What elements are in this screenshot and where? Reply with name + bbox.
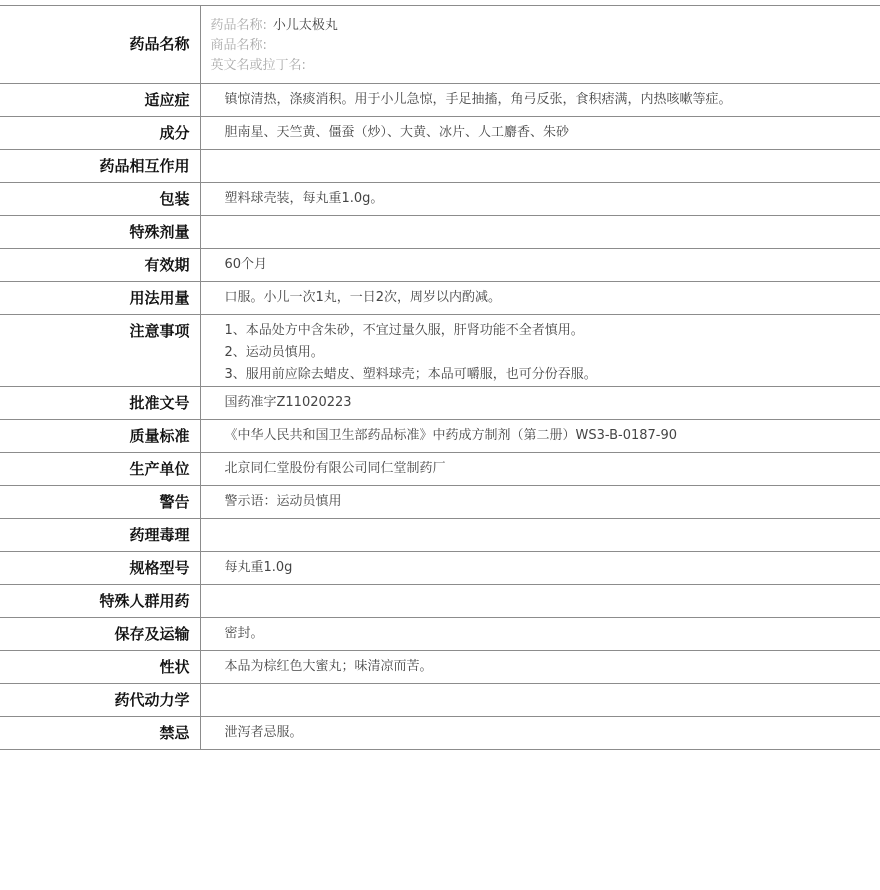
row-interactions [0,150,880,183]
label-special-population: 特殊人群用药 [0,585,200,618]
label-shelf-life: 有效期 [0,249,200,282]
value-quality-standard: 《中华人民共和国卫生部药品标准》中药成方制剂（第二册）WS3-B-0187-90 [200,420,880,453]
english-name-line [211,56,880,76]
trade-name-key: 商品名称: [210,38,267,53]
value-storage: 密封。 [200,618,880,651]
label-pharmacokinetics: 药代动力学 [0,684,200,717]
trade-name-line [211,36,880,56]
label-special-dosage: 特殊剂量 [0,216,200,249]
precaution-line: 2、运动员慎用。 [224,345,324,360]
value-toxicology [200,519,880,552]
row-specification [0,552,880,585]
label-indications: 适应症 [0,84,200,117]
label-warning: 警告 [0,486,200,519]
value-packaging: 塑料球壳装，每丸重1.0g。 [200,183,880,216]
value-precautions [200,315,880,387]
row-quality-standard [0,420,880,453]
drug-name-value: 小儿太极丸 [272,18,338,33]
drug-name-line [211,16,880,36]
label-precautions: 注意事项 [0,315,200,387]
value-drug-name-block [200,6,880,84]
value-manufacturer: 北京同仁堂股份有限公司同仁堂制药厂 [200,453,880,486]
label-drug-name: 药品名称 [0,6,200,84]
value-indications: 镇惊清热，涤痰消积。用于小儿急惊，手足抽搐，角弓反张，食积痞满，内热咳嗽等症。 [200,84,880,117]
value-ingredients: 胆南星、天竺黄、僵蚕（炒）、大黄、冰片、人工麝香、朱砂 [200,117,880,150]
row-storage [0,618,880,651]
row-appearance [0,651,880,684]
label-approval-no: 批准文号 [0,387,200,420]
drug-info-table [0,5,880,750]
row-usage [0,282,880,315]
value-specification: 每丸重1.0g [200,552,880,585]
label-specification: 规格型号 [0,552,200,585]
row-precautions [0,315,880,387]
row-special-dosage [0,216,880,249]
label-storage: 保存及运输 [0,618,200,651]
drug-name-key: 药品名称: [210,18,267,33]
label-usage: 用法用量 [0,282,200,315]
value-interactions [200,150,880,183]
precaution-line: 1、本品处方中含朱砂，不宜过量久服，肝肾功能不全者慎用。 [224,323,584,338]
row-contraindications [0,717,880,750]
row-warning [0,486,880,519]
row-pharmacokinetics [0,684,880,717]
label-appearance: 性状 [0,651,200,684]
value-pharmacokinetics [200,684,880,717]
row-toxicology [0,519,880,552]
row-indications [0,84,880,117]
value-appearance: 本品为棕红色大蜜丸；味清凉而苦。 [200,651,880,684]
row-drug-name [0,6,880,84]
label-toxicology: 药理毒理 [0,519,200,552]
value-approval-no: 国药准字Z11020223 [200,387,880,420]
row-shelf-life [0,249,880,282]
drug-info-panel [0,5,880,750]
label-interactions: 药品相互作用 [0,150,200,183]
value-shelf-life: 60个月 [200,249,880,282]
row-ingredients [0,117,880,150]
row-manufacturer [0,453,880,486]
value-contraindications: 泄泻者忌服。 [200,717,880,750]
label-contraindications: 禁忌 [0,717,200,750]
label-manufacturer: 生产单位 [0,453,200,486]
row-packaging [0,183,880,216]
value-special-population [200,585,880,618]
label-packaging: 包装 [0,183,200,216]
row-approval-no [0,387,880,420]
english-name-key: 英文名或拉丁名: [210,58,306,73]
precaution-line: 3、服用前应除去蜡皮、塑料球壳；本品可嚼服，也可分份吞服。 [224,367,597,382]
label-ingredients: 成分 [0,117,200,150]
value-usage: 口服。小儿一次1丸，一日2次，周岁以内酌减。 [200,282,880,315]
value-warning: 警示语：运动员慎用 [200,486,880,519]
value-special-dosage [200,216,880,249]
label-quality-standard: 质量标准 [0,420,200,453]
row-special-population [0,585,880,618]
